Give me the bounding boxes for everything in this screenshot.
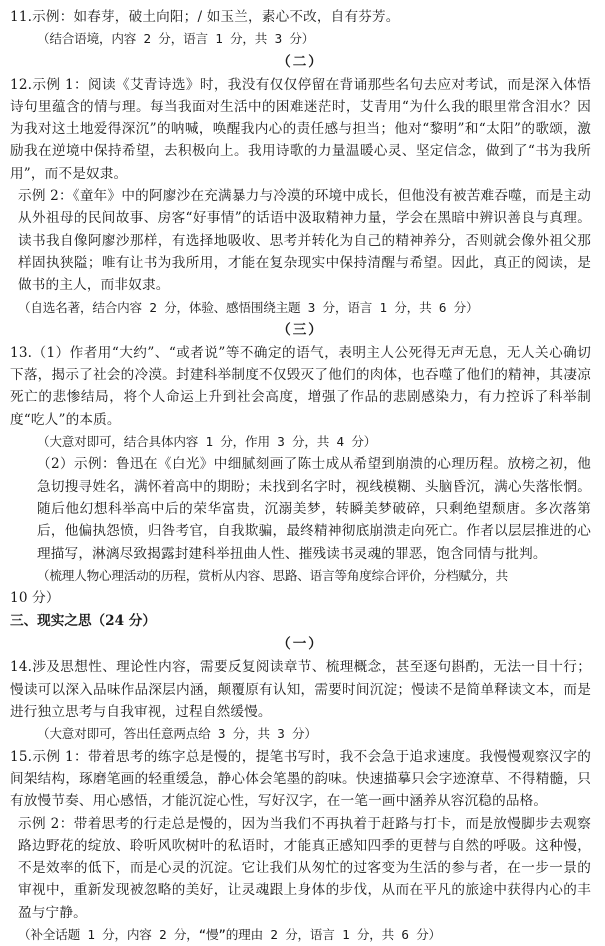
section-3-title: （三） [277, 321, 324, 338]
q12-example-2: 示例 2：《童年》中的阿廖沙在充满暴力与冷漠的环境中成长，但他没有被苦难吞噬，而是主动从外祖母的民间故事、房客“好事情”的话语中汲取精神力量，学会在黑暗中辨识善良与真理。读书我自像阿廖沙那样，有选择地吸收、思考并转化为自己的精神养分，否则就会像外祖父那样固执狭隘；唯有让书为我所用，才能在复杂现实中保持清醒与希望。因此，真正的阅读，是做书的主人，而非奴隶。 [18, 188, 591, 294]
part-3-heading: 三、现实之思（24 分） [10, 613, 156, 630]
q13-part-1-scoring-note: （大意对即可，结合具体内容 1 分，作用 3 分，共 4 分） [37, 434, 377, 450]
section-1-title: （一） [277, 636, 324, 653]
q14-scoring-note: （大意对即可，答出任意两点给 3 分，共 3 分） [37, 726, 317, 742]
q11-scoring-note: （结合语境，内容 2 分，语言 1 分，共 3 分） [37, 31, 315, 47]
q15-example-2: 示例 2：带着思考的行走总是慢的，因为当我们不再执着于赶路与打卡，而是放慢脚步去观察路边野花的绽放、聆听风吹树叶的私语时，才能真正感知四季的更替与自然的呼吸。这种慢，不是效率的低下，而是心灵的沉淀。它让我们从匆忙的过客变为生活的参与者，在一步一景的审视中，重新发现被忽略的美好，让灵魂跟上身体的步伐，从而在平凡的旅途中获得内心的丰盈与宁静。 [18, 815, 591, 921]
q12-scoring-note: （自选名著，结合内容 2 分，体验、感悟围绕主题 3 分，语言 1 分，共 6 分） [18, 299, 479, 315]
section-2-title: （二） [277, 53, 324, 70]
q13-part-2-scoring-note: （梳理人物心理活动的历程，赏析从内容、思路、语言等角度综合评价，分档赋分，共 [37, 567, 508, 583]
q14-answer: 14.涉及思想性、理论性内容，需要反复阅读章节、梳理概念，甚至逐句斟酌，无法一目十行；慢读可以深入品味作品深层内涵，颠覆原有认知，需要时间沉淀；慢读不是简单释读文本，而是进行独立思考与自我审视，过程自然缓慢。 [10, 659, 591, 721]
q12-example-1: 12.示例 1：阅读《艾青诗选》时，我没有仅仅停留在背诵那些名句去应对考试，而是深入体悟诗句里蕴含的情与理。每当我面对生活中的困难迷茫时，艾青用“为什么我的眼里常含泪水？因为我对这土地爱得深沉”的呐喊，唤醒我内心的责任感与担当；他对“黎明”和“太阳”的歌颂，激励我在逆境中保持希望，去积极向上。我用诗歌的力量温暖心灵、坚定信念，做到了“书为我所用”，而不是奴隶。 [10, 76, 591, 182]
q13-part-2-scoring-note-end: 10 分） [10, 590, 60, 607]
q15-example-1: 15.示例 1：带着思考的练字总是慢的，提笔书写时，我不会急于追求速度。我慢慢观察汉字的间架结构，琢磨笔画的轻重缓急，静心体会笔墨的韵味。快速描摹只会字迹潦草、不得精髓，只有放慢节奏、用心感悟，才能沉淀心性，写好汉字，在一笔一画中涵养从容沉稳的品格。 [10, 748, 591, 810]
q13-part-1: 13.（1）作者用“大约”、“或者说”等不确定的语气，表明主人公死得无声无息，无人关心确切下落，揭示了社会的冷漠。封建科举制度不仅毁灭了他们的肉体，也吞噬了他们的精神，其凄凉死亡的悲惨结局，将个人命运上升到社会高度，增强了作品的悲剧感染力，有力控诉了科举制度“吃人”的本质。 [10, 344, 591, 428]
q13-part-2: （2）示例：鲁迅在《白光》中细腻刻画了陈士成从希望到崩溃的心理历程。放榜之初，他急切搜寻姓名，满怀着高中的期盼；未找到名字时，视线模糊、头脑昏沉，满心失落怅惘。随后他幻想科举高中后的荣华富贵，沉溺美梦，转瞬美梦破碎，只剩绝望颓唐。多次落第后，他偏执怨愤，归咎考官，自我欺骗，最终精神彻底崩溃走向死亡。作者以层层推进的心理描写，淋漓尽致揭露封建科举扭曲人性、摧残读书灵魂的罪恶，饱含同情与批判。 [37, 456, 591, 562]
q11-answer: 11.示例：如春芽，破土向阳；/ 如玉兰，素心不改，自有芬芳。 [10, 9, 400, 25]
q15-scoring-note: （补全话题 1 分，内容 2 分，“慢”的理由 2 分，语言 1 分，共 6 分） [18, 926, 441, 942]
